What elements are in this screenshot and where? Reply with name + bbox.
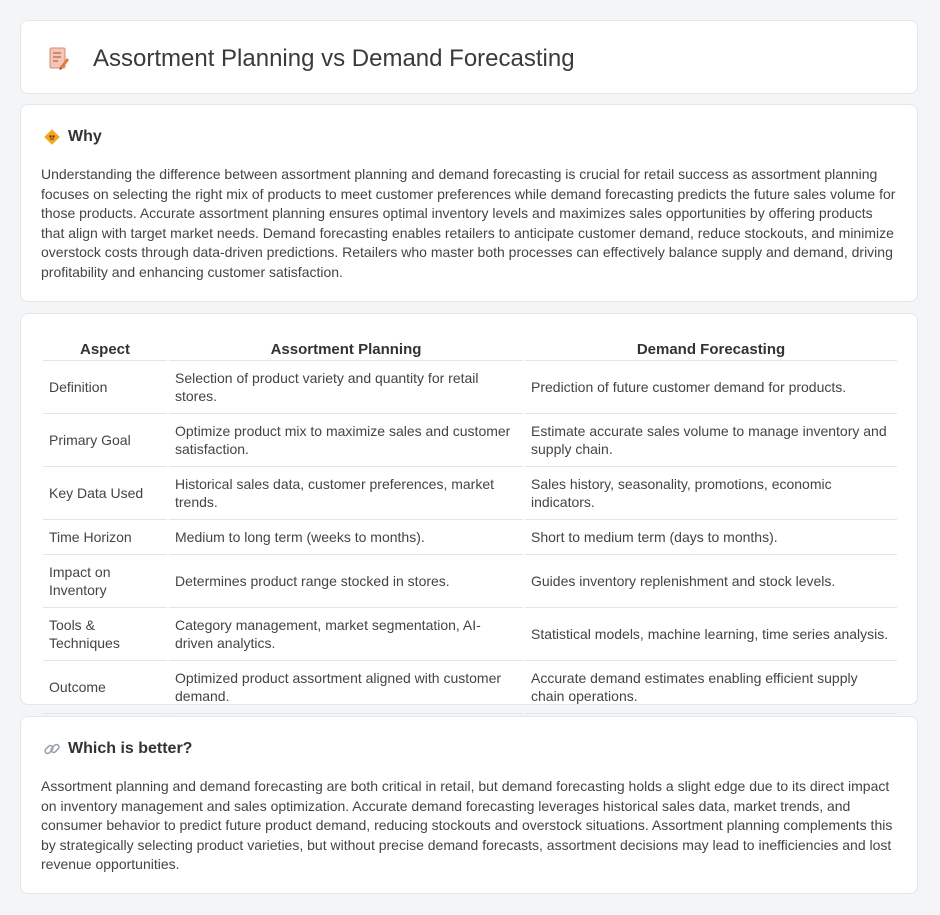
header-card [20,20,918,94]
demand-cell: Guides inventory replenishment and stock levels. [525,555,897,608]
diamond-sign-icon [43,128,61,146]
why-heading-row [43,127,102,147]
table-header-row [43,334,897,361]
document-pencil-icon [48,47,70,71]
column-header-demand: Demand Forecasting [525,334,897,361]
demand-cell: Short to medium term (days to months). [525,520,897,555]
aspect-cell: Tools & Techniques [43,608,167,661]
demand-cell: Accurate demand estimates enabling efficient supply chain operations. [525,661,897,714]
table-row [43,661,897,714]
assortment-cell: Historical sales data, customer preferences, market trends. [169,467,523,520]
column-header-assortment: Assortment Planning [169,334,523,361]
aspect-cell: Primary Goal [43,414,167,467]
comparison-table [41,334,899,714]
why-text: Understanding the difference between assortment planning and demand forecasting is crucial for retail success as assortment planning focuses on selecting the right mix of products to meet customer preferences while demand forecasting predicts the future sales volume for those products. Accurate assortment planning ensures optimal inventory levels and maximizes sales opportunities by offering products that align with target market needs. Demand forecasting enables retailers to anticipate customer demand, reduce stockouts, and minimize overstock costs through data-driven predictions. Retailers who master both processes can effectively balance supply and demand, driving profitability and enhancing customer satisfaction. [41,166,896,280]
better-heading: Which is better? [68,740,193,757]
page-title: Assortment Planning vs Demand Forecasting [93,45,575,72]
assortment-cell: Category management, market segmentation, AI-driven analytics. [169,608,523,661]
assortment-cell: Optimize product mix to maximize sales and customer satisfaction. [169,414,523,467]
aspect-cell: Time Horizon [43,520,167,555]
assortment-cell: Determines product range stocked in stores. [169,555,523,608]
assortment-cell: Medium to long term (weeks to months). [169,520,523,555]
aspect-cell: Impact on Inventory [43,555,167,608]
table-row [43,520,897,555]
aspect-cell: Definition [43,361,167,414]
which-is-better-section [20,716,918,894]
assortment-cell: Selection of product variety and quantity for retail stores. [169,361,523,414]
better-heading-row [43,739,192,759]
comparison-table-card [20,313,918,705]
demand-cell: Sales history, seasonality, promotions, economic indicators. [525,467,897,520]
better-text: Assortment planning and demand forecasting are both critical in retail, but demand forecasting holds a slight edge due to its direct impact on inventory management and sales optimization. Accurate demand forecasting leverages historical sales data, market trends, and consumer behavior to predict future product demand, reducing stockouts and overstock situations. Assortment planning complements this by strategically selecting product varieties, but without precise demand forecasts, assortment decisions may lead to inefficiencies and lost revenue opportunities. [41,778,893,873]
demand-cell: Estimate accurate sales volume to manage inventory and supply chain. [525,414,897,467]
table-row [43,467,897,520]
assortment-cell: Optimized product assortment aligned with customer demand. [169,661,523,714]
column-header-aspect: Aspect [43,334,167,361]
why-heading: Why [68,128,102,145]
link-icon [43,740,61,758]
demand-cell: Prediction of future customer demand for products. [525,361,897,414]
demand-cell: Statistical models, machine learning, time series analysis. [525,608,897,661]
table-row [43,414,897,467]
why-section [20,104,918,302]
table-row [43,361,897,414]
aspect-cell: Outcome [43,661,167,714]
table-row [43,555,897,608]
aspect-cell: Key Data Used [43,467,167,520]
table-row [43,608,897,661]
